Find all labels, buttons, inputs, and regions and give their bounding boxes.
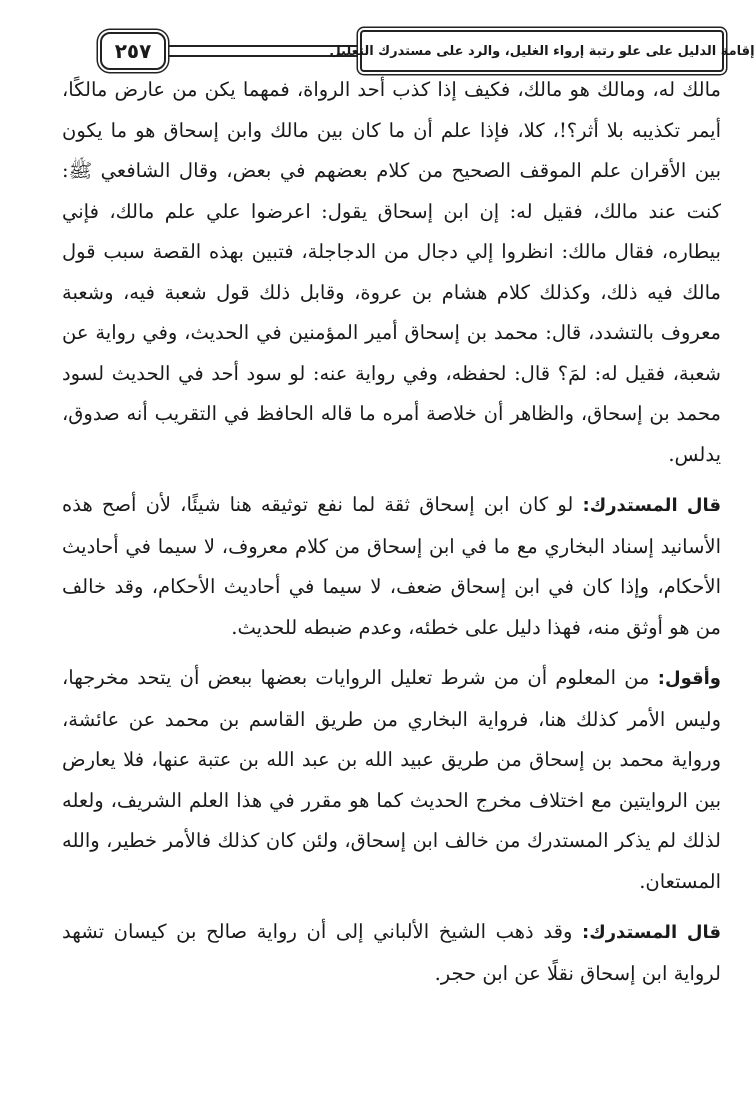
paragraph-3 [62,658,721,902]
paragraph-2-text: لو كان ابن إسحاق ثقة لما نفع توثيقه هنا شيئًا، لأن أصح هذه الأسانيد إسناد البخاري مع ما في ابن إسحاق من كلام معروف، لا سيما في أحاديث الأحكام، وإذا كان في ابن إسحاق ضعف، لا سيما في أحاديث الأحكام، وقد خالف من هو أوثق منه، فهذا دليل على خطئه، وعدم ضبطه للحديث. [62,493,721,639]
paragraph-3-lead: وأقول: [657,668,721,689]
paragraph-1 [62,70,721,475]
paragraph-2-lead: قال المستدرك: [582,495,721,516]
paragraph-4 [62,912,721,994]
paragraph-1-text: مالك له، ومالك هو مالك، فكيف إذا كذب أحد الرواة، فمهما يكن من عارض مالكًا، أيمر تكذيبه بلا أثر؟!، كلا، فإذا علم أن ما كان بين مالك وابن إسحاق هو ما يكون بين الأقران علم الموقف الصحيح من كلام بعضهم في بعض، وقال الشافعي ﷺ: كنت عند مالك، فقيل له: إن ابن إسحاق يقول: اعرضوا علي علم مالك، فإني بيطاره، فقال مالك: انظروا إلي دجال من الدجاجلة، فتبين بهذه القصة سبب قول مالك فيه ذلك، وكذلك كلام هشام بن عروة، وقابل ذلك قول شعبة فيه، وشعبة معروف بالتشدد، قال: محمد بن إسحاق أمير المؤمنين في الحديث، وفي رواية عن شعبة، فقيل له: لمَ؟ قال: لحفظه، وفي رواية عنه: لو سود أحد في الحديث لسود محمد بن إسحاق، والظاهر أن خلاصة أمره ما قاله الحافظ في التقريب أنه صدوق، يدلس. [62,78,721,466]
running-title: إقامة الدليل على علو رتبة إرواء الغليل، والرد على مستدرك التعليل [360,30,724,72]
page-header [88,28,755,72]
paragraph-3-text: من المعلوم أن من شرط تعليل الروايات بعضها ببعض أن يتحد مخرجها، وليس الأمر كذلك هنا، فرواية البخاري من طريق القاسم بن محمد عن عائشة، ورواية محمد بن إسحاق من طريق عبيد الله بن عبد الله بن عتبة عنها، فلا يعارض بين الروايتين مع اختلاف مخرج الحديث كما هو مقرر في هذا العلم الشريف، ولعله لذلك لم يذكر المستدرك من خالف ابن إسحاق، ولئن كان كذلك فالأمر خطير، والله المستعان. [62,666,721,893]
paragraph-4-text: وقد ذهب الشيخ الألباني إلى أن رواية صالح بن كيسان تشهد لرواية ابن إسحاق نقلًا عن ابن حجر. [62,920,721,985]
paragraph-2 [62,485,721,648]
body-text [62,70,721,994]
paragraph-4-lead: قال المستدرك: [582,922,721,943]
page-number: ٢٥٧ [100,32,166,70]
